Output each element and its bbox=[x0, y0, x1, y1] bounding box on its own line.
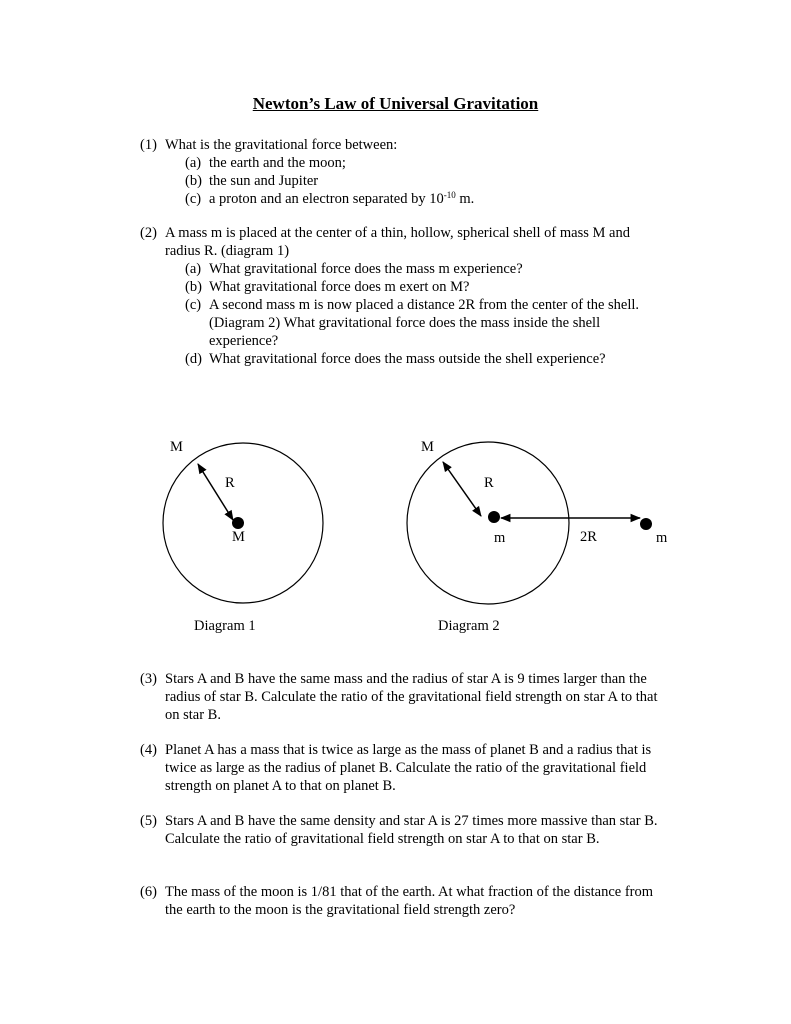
center-mass-label: M bbox=[232, 529, 245, 545]
part-text: A second mass m is now placed a distance 2R from the center of the shell. (Diagram 2) What gravitational force does the mass inside the shell experience? bbox=[209, 297, 640, 349]
question-part bbox=[185, 154, 680, 172]
part-label: (b) bbox=[185, 173, 202, 189]
radius-label: R bbox=[484, 475, 494, 491]
question-number: (6) bbox=[140, 884, 157, 900]
question-part bbox=[185, 190, 680, 208]
part-text: the sun and Jupiter bbox=[209, 173, 319, 189]
question-part bbox=[185, 260, 680, 278]
question-number: (5) bbox=[140, 813, 157, 829]
question-text: Planet A has a mass that is twice as large as the mass of planet B and a radius that is twice as large as the radius of planet B. Calculate the ratio of the gravitational field strength on planet A to that on planet B. bbox=[165, 742, 652, 794]
question-3 bbox=[140, 670, 680, 724]
radius-arrow bbox=[198, 464, 233, 520]
part-label: (a) bbox=[185, 261, 202, 277]
exponent: -10 bbox=[443, 190, 456, 200]
part-label: (c) bbox=[185, 191, 202, 207]
center-mass-label: m bbox=[494, 530, 506, 546]
question-text: The mass of the moon is 1/81 that of the earth. At what fraction of the distance from the earth to the moon is the gravitational field strength zero? bbox=[165, 884, 654, 918]
diagram-caption: Diagram 2 bbox=[438, 618, 500, 634]
part-text-end: m. bbox=[455, 191, 475, 207]
part-text: the earth and the moon; bbox=[209, 155, 346, 171]
page-title: Newton’s Law of Universal Gravitation bbox=[252, 94, 539, 113]
outside-mass bbox=[640, 518, 652, 530]
diagrams bbox=[0, 420, 791, 680]
question-number: (3) bbox=[140, 671, 157, 687]
question-number: (2) bbox=[140, 225, 157, 241]
part-label: (b) bbox=[185, 279, 202, 295]
part-text: a proton and an electron separated by 10 bbox=[209, 191, 444, 207]
question-part bbox=[185, 278, 680, 296]
question-5 bbox=[140, 812, 680, 848]
part-text: What gravitational force does the mass outside the shell experience? bbox=[209, 351, 606, 367]
question-part bbox=[185, 172, 680, 190]
question-number: (4) bbox=[140, 742, 157, 758]
question-text: A mass m is placed at the center of a thin, hollow, spherical shell of mass M and radius R. (diagram 1) bbox=[165, 225, 630, 259]
shell-circle bbox=[407, 442, 569, 604]
question-text: Stars A and B have the same mass and the radius of star A is 9 times larger than the radius of star B. Calculate the ratio of the gravitational field strength on star A to that on star B. bbox=[165, 671, 658, 723]
part-text: What gravitational force does m exert on M? bbox=[209, 279, 470, 295]
diagram-1 bbox=[163, 439, 323, 634]
diagram-2 bbox=[407, 439, 668, 634]
question-4 bbox=[140, 741, 680, 795]
radius-arrow bbox=[443, 462, 481, 516]
question-part bbox=[185, 296, 671, 350]
part-text: What gravitational force does the mass m experience? bbox=[209, 261, 523, 277]
part-label: (d) bbox=[185, 351, 202, 367]
question-number: (1) bbox=[140, 137, 157, 153]
shell-mass-label: M bbox=[421, 439, 434, 455]
question-text: What is the gravitational force between: bbox=[165, 137, 398, 153]
part-label: (c) bbox=[185, 297, 202, 313]
distance-label: 2R bbox=[580, 529, 597, 545]
question-part bbox=[185, 350, 680, 368]
shell-mass-label: M bbox=[170, 439, 183, 455]
center-mass bbox=[488, 511, 500, 523]
question-6 bbox=[140, 883, 680, 919]
diagram-caption: Diagram 1 bbox=[194, 618, 256, 634]
question-2 bbox=[140, 224, 680, 368]
center-mass bbox=[232, 517, 244, 529]
question-text: Stars A and B have the same density and star A is 27 times more massive than star B. Calculate the ratio of gravitational field strength on star A to that on star B. bbox=[165, 813, 658, 847]
radius-label: R bbox=[225, 475, 235, 491]
question-1 bbox=[140, 136, 680, 208]
part-label: (a) bbox=[185, 155, 202, 171]
outside-mass-label: m bbox=[656, 530, 668, 546]
